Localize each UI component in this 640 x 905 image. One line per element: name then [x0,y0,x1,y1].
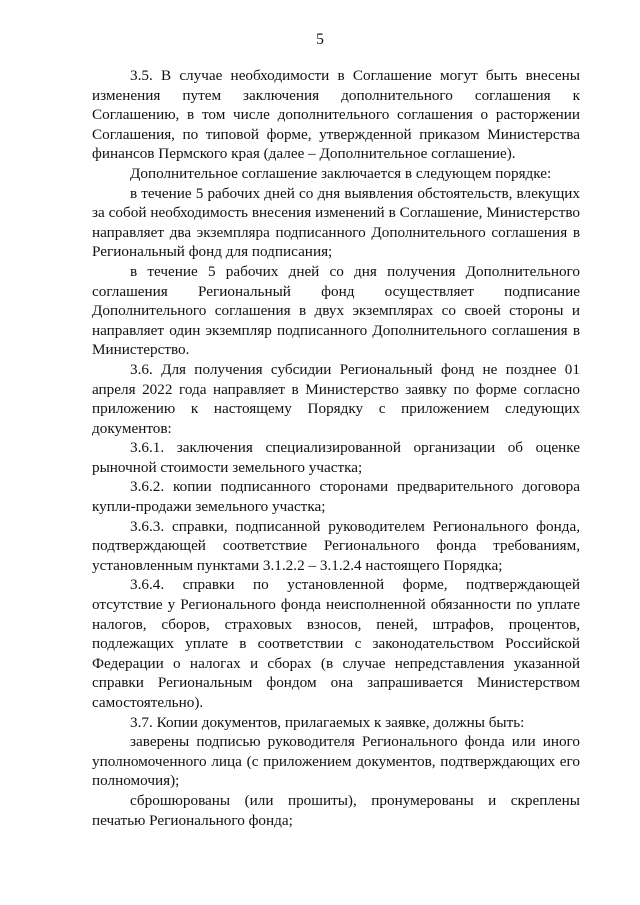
paragraph-certified: заверены подписью руководителя Регионального фонда или иного уполномоченного лица (с приложением документов, подтверждающих его полномочия); [92,733,580,790]
page-number: 5 [316,31,324,48]
paragraph-3-6-2: 3.6.2. копии подписанного сторонами предварительного договора купли-продажи земельного участка; [92,478,580,516]
paragraph-fund-signs: в течение 5 рабочих дней со дня получения Дополнительного соглашения Региональный фонд осуществляет подписание Дополнительного соглашения в двух экземплярах со своей стороны и направляет один экземпляр подписанного Дополнительного соглашения в Министерство. [92,262,580,359]
document-body [92,66,580,830]
paragraph-3-6-1: 3.6.1. заключения специализированной организации об оценке рыночной стоимости земельного участка; [92,439,580,476]
paragraph-procedure-intro: Дополнительное соглашение заключается в следующем порядке: [130,164,552,182]
paragraph-3-6-3: 3.6.3. справки, подписанной руководителем Регионального фонда, подтверждающей соответствие Регионального фонда требованиям, установленным пунктами 3.1.2.2 – 3.1.2.4 настоящего Порядка; [92,517,580,574]
paragraph-bound: сброшюрованы (или прошиты), пронумерованы и скреплены печатью Регионального фонда; [92,791,580,829]
paragraph-3-7: 3.7. Копии документов, прилагаемых к заявке, должны быть: [130,713,525,731]
paragraph-3-5: 3.5. В случае необходимости в Соглашение могут быть внесены изменения путем заключения дополнительного соглашения к Соглашению, в том числе дополнительного соглашения о расторжении Соглашения, по типовой форме, утвержденной приказом Министерства финансов Пермского края (далее – Дополнительное соглашение). [92,67,580,163]
paragraph-3-6-4: 3.6.4. справки по установленной форме, подтверждающей отсутствие у Регионального фонда неисполненной обязанности по уплате налогов, сборов, страховых взносов, пеней, штрафов, процентов, подлежащих уплате в соответствии с законодательством Российской Федерации о налогах и сборах (в случае непредставления указанной справки Региональным фондом она запрашивается Министерством самостоятельно). [92,576,580,711]
paragraph-3-6: 3.6. Для получения субсидии Региональный фонд не позднее 01 апреля 2022 года направляет в Министерство заявку по форме согласно приложению к настоящему Порядку с приложением следующих документов: [92,360,580,437]
paragraph-ministry-sends: в течение 5 рабочих дней со дня выявления обстоятельств, влекущих за собой необходимость внесения изменений в Соглашение, Министерство направляет два экземпляра подписанного Дополнительного соглашения в Региональный фонд для подписания; [92,184,580,261]
